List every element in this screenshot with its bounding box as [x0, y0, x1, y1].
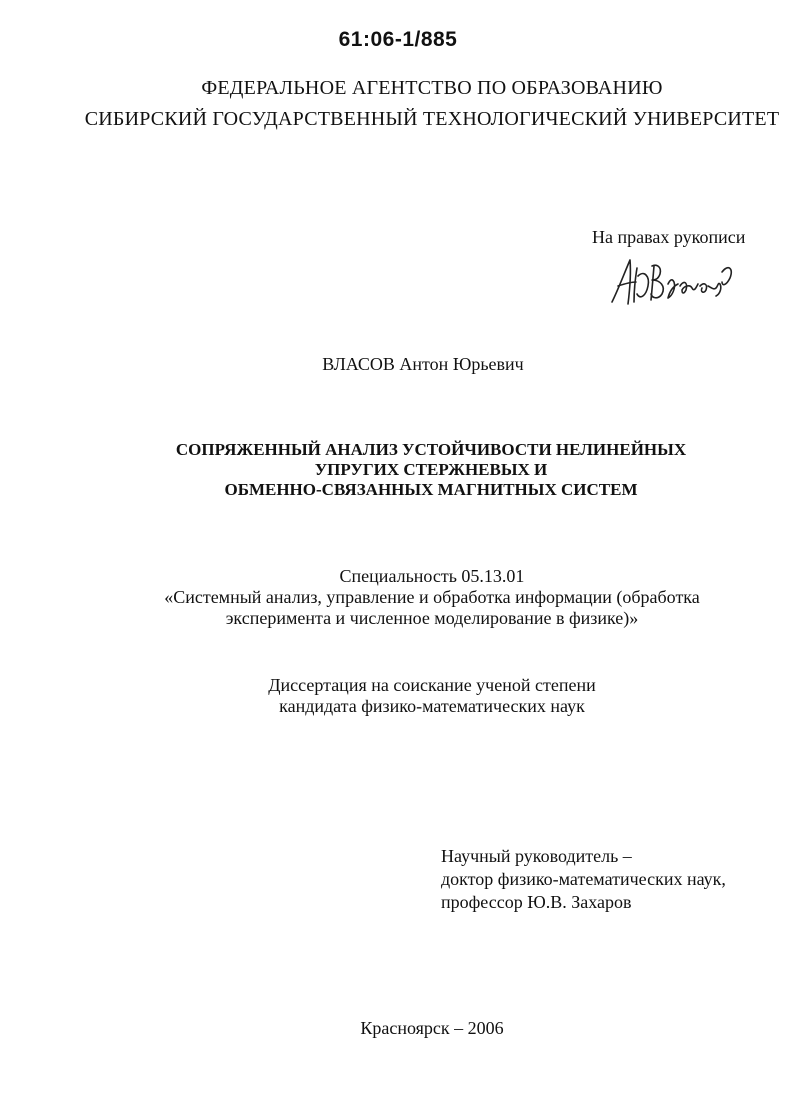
specialty-code: Специальность 05.13.01	[339, 566, 525, 586]
university-name: СИБИРСКИЙ ГОСУДАРСТВЕННЫЙ ТЕХНОЛОГИЧЕСКИЙ УНИВЕРСИТЕТ	[84, 108, 780, 130]
supervisor-line: доктор физико-математических наук,	[441, 869, 726, 889]
supervisor-line: профессор Ю.В. Захаров	[441, 892, 632, 912]
supervisor-block	[441, 845, 726, 914]
agency-name: ФЕДЕРАЛЬНОЕ АГЕНТСТВО ПО ОБРАЗОВАНИЮ	[201, 77, 663, 99]
specialty-description: эксперимента и численное моделирование в физике)»	[225, 608, 639, 628]
title-line: ОБМЕННО-СВЯЗАННЫХ МАГНИТНЫХ СИСТЕМ	[224, 480, 638, 499]
dissertation-title	[0, 440, 796, 500]
specialty-description: «Системный анализ, управление и обработка информации (обработка	[164, 587, 700, 607]
degree-line: Диссертация на соискание ученой степени	[268, 675, 596, 695]
author-signature	[604, 252, 740, 316]
supervisor-line: Научный руководитель –	[441, 846, 632, 866]
degree-line: кандидата физико-математических наук	[279, 696, 585, 716]
city-year: Красноярск – 2006	[360, 1018, 504, 1038]
catalog-code: 61:06-1/885	[338, 28, 458, 51]
signature-image	[604, 252, 740, 316]
specialty-block	[0, 566, 796, 629]
author-name: ВЛАСОВ Антон Юрьевич	[322, 354, 524, 374]
degree-block	[0, 675, 796, 717]
title-line: СОПРЯЖЕННЫЙ АНАЛИЗ УСТОЙЧИВОСТИ НЕЛИНЕЙНЫХ	[175, 440, 687, 459]
title-line: УПРУГИХ СТЕРЖНЕВЫХ И	[314, 460, 548, 479]
manuscript-rights-note: На правах рукописи	[592, 227, 746, 247]
